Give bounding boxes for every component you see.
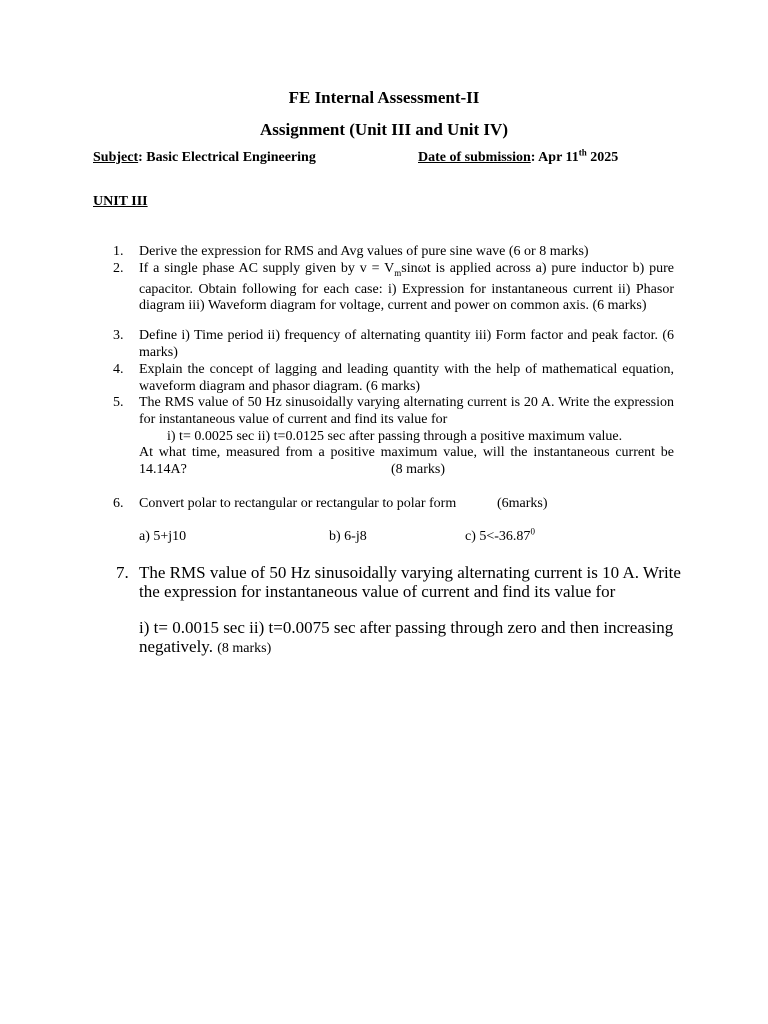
followup-text: At what time, measured from a positive maximum value, will the instantaneous current be 14.14A? (139, 445, 674, 478)
question-number: 2. (113, 261, 124, 276)
question-marks: (6marks) (497, 496, 548, 511)
document-title: FE Internal Assessment-II (288, 88, 480, 107)
unit-heading: UNIT III (93, 194, 148, 209)
question-1 (113, 244, 674, 261)
subscript-m: m (394, 267, 402, 278)
date-superscript: th (578, 147, 587, 158)
question-text (139, 496, 674, 513)
question-text: Derive the expression for RMS and Avg values of pure sine wave (6 or 8 marks) (139, 244, 589, 259)
question-2 (113, 261, 674, 315)
question-number: 4. (113, 362, 124, 377)
subparts-text: i) t= 0.0015 sec ii) t=0.0075 sec after passing through zero and then increasing negatively. (139, 618, 674, 656)
question-body (139, 563, 696, 658)
question-text-part-b: sinωt is applied across a) pure inductor b) pure capacitor. Obtain following for each case: i) Expression for instantaneous current ii) Phasor diagram iii) Waveform diagram for voltage, current and power on common axis. (6 marks) (139, 261, 674, 314)
question-6 (113, 496, 674, 513)
option-c-text: c) 5<-36.87 (465, 529, 531, 544)
option-c (465, 526, 535, 545)
question-5 (113, 395, 674, 479)
question-followup (139, 445, 674, 479)
question-subparts: i) t= 0.0025 sec ii) t=0.0125 sec after passing through a positive maximum value. (167, 428, 623, 444)
question-number: 1. (113, 244, 124, 259)
question-number: 7. (116, 563, 129, 582)
question-marks: (8 marks) (217, 641, 272, 656)
date-prefix: : Apr 11 (530, 150, 579, 165)
question-text: Define i) Time period ii) frequency of alternating quantity iii) Form factor and peak factor. (6 marks) (139, 328, 674, 360)
question-text: Explain the concept of lagging and leading quantity with the help of mathematical equation, waveform diagram and phasor diagram. (6 marks) (139, 362, 674, 394)
option-a: a) 5+j10 (139, 529, 187, 544)
question-7 (116, 563, 696, 658)
question-number: 3. (113, 328, 124, 343)
date-label: Date of submission (418, 150, 531, 165)
question-marks: (8 marks) (391, 462, 446, 478)
submission-date-line (418, 147, 619, 166)
question-text-part-a: If a single phase AC supply given by v = V (139, 261, 395, 276)
question-text: The RMS value of 50 Hz sinusoidally varying alternating current is 10 A. Write the expression for instantaneous value of current and find its value for (139, 563, 681, 601)
subject-line (93, 150, 316, 166)
subject-value: : Basic Electrical Engineering (138, 150, 316, 165)
question-3 (113, 328, 674, 362)
option-c-superscript: 0 (530, 526, 535, 537)
option-b: b) 6-j8 (329, 529, 367, 544)
question-text: The RMS value of 50 Hz sinusoidally varying alternating current is 20 A. Write the expression for instantaneous value of current and find its value for (139, 395, 674, 427)
question-subparts (139, 618, 696, 658)
question-number: 5. (113, 395, 124, 410)
subject-label: Subject (93, 150, 139, 165)
question-4 (113, 362, 674, 396)
document-subtitle: Assignment (Unit III and Unit IV) (260, 120, 508, 139)
question-number: 6. (113, 496, 124, 511)
date-year: 2025 (586, 150, 619, 165)
question-body (139, 395, 674, 479)
question-text (139, 261, 674, 315)
question-text-main: Convert polar to rectangular or rectangular to polar form (139, 496, 457, 511)
